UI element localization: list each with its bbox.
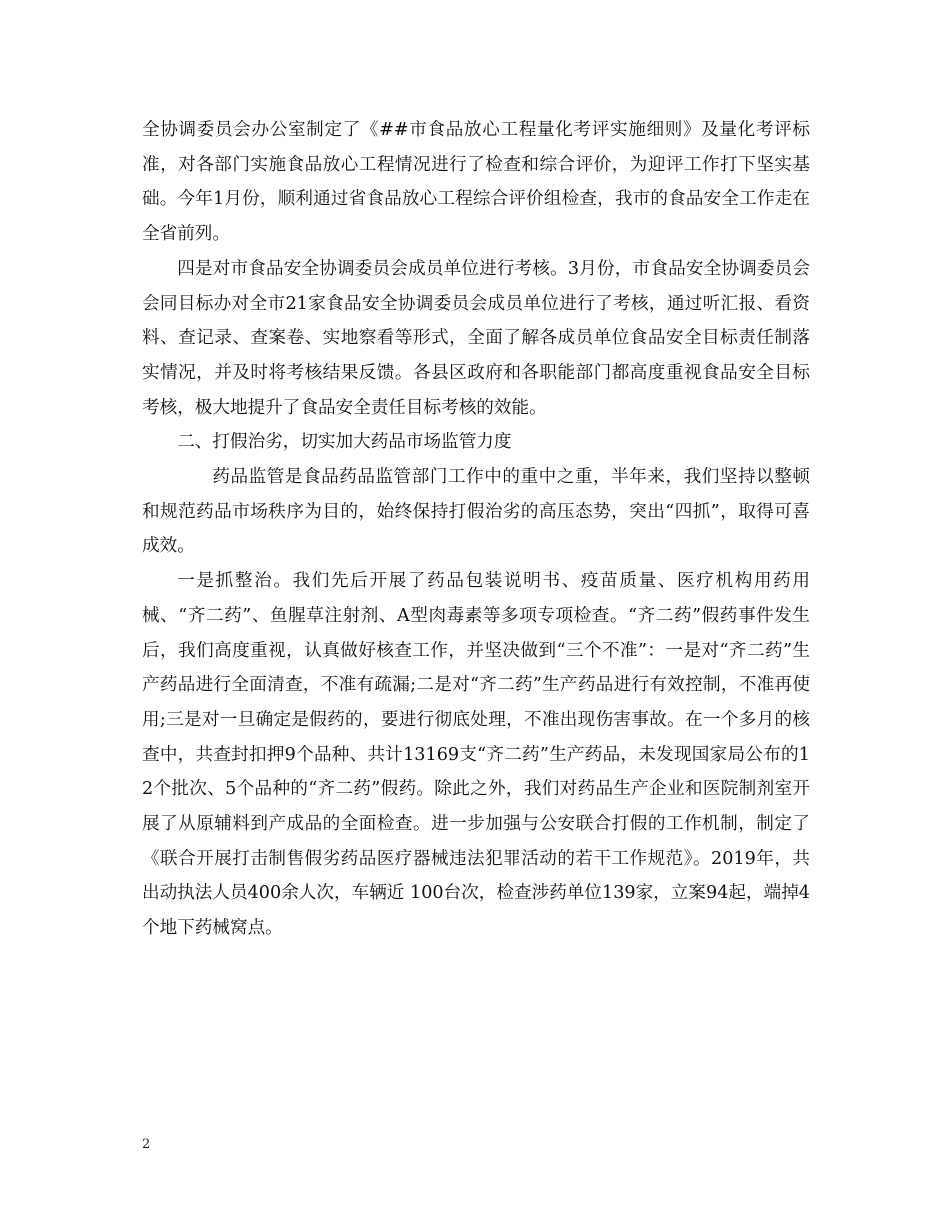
document-body xyxy=(142,113,810,946)
section-heading: 二、打假治劣，切实加大药品市场监管力度 xyxy=(177,432,512,453)
paragraph-2: 四是对市食品安全协调委员会成员单位进行考核。3月份，市食品安全协调委员会会同目标办对全市21家食品安全协调委员会成员单位进行了考核，通过听汇报、看资料、查记录、查案卷、实地察看等形式，全面了解各成员单位食品安全目标责任制落实情况，并及时将考核结果反馈。各县区政府和各职能部门都高度重视食品安全目标考核，极大地提升了食品安全责任目标考核的效能。 xyxy=(142,258,810,418)
paragraph-1: 全协调委员会办公室制定了《##市食品放心工程量化考评实施细则》及量化考评标准，对各部门实施食品放心工程情况进行了检查和综合评价，为迎评工作打下坚实基础。今年1月份，顺利通过省食品放心工程综合评价组检查，我市的食品安全工作走在全省前列。 xyxy=(142,120,810,245)
paragraph-4: 一是抓整治。我们先后开展了药品包装说明书、疫苗质量、医疗机构用药用械、“齐二药”、鱼腥草注射剂、A型肉毒素等多项专项检查。“齐二药”假药事件发生后，我们高度重视，认真做好核查工作，并坚决做到“三个不准”：一是对“齐二药”生产药品进行全面清查，不准有疏漏;二是对“齐二药”生产药品进行有效控制，不准再使用;三是对一旦确定是假药的，要进行彻底处理，不准出现伤害事故。在一个多月的核查中，共查封扣押9个品种、共计13169支“齐二药”生产药品，未发现国家局公布的12个批次、5个品种的“齐二药”假药。除此之外，我们对药品生产企业和医院制剂室开展了从原辅料到产成品的全面检查。进一步加强与公安联合打假的工作机制，制定了《联合开展打击制售假劣药品医疗器械违法犯罪活动的若干工作规范》。2019年，共出动执法人员400余人次，车辆近 100台次，检查涉药单位139家，立案94起，端掉4个地下药械窝点。 xyxy=(142,571,810,939)
page-number: 2 xyxy=(142,1137,151,1152)
paragraph-3: 药品监管是食品药品监管部门工作中的重中之重，半年来，我们坚持以整顿和规范药品市场秩序为目的，始终保持打假治劣的高压态势，突出“四抓”，取得可喜成效。 xyxy=(142,467,810,557)
